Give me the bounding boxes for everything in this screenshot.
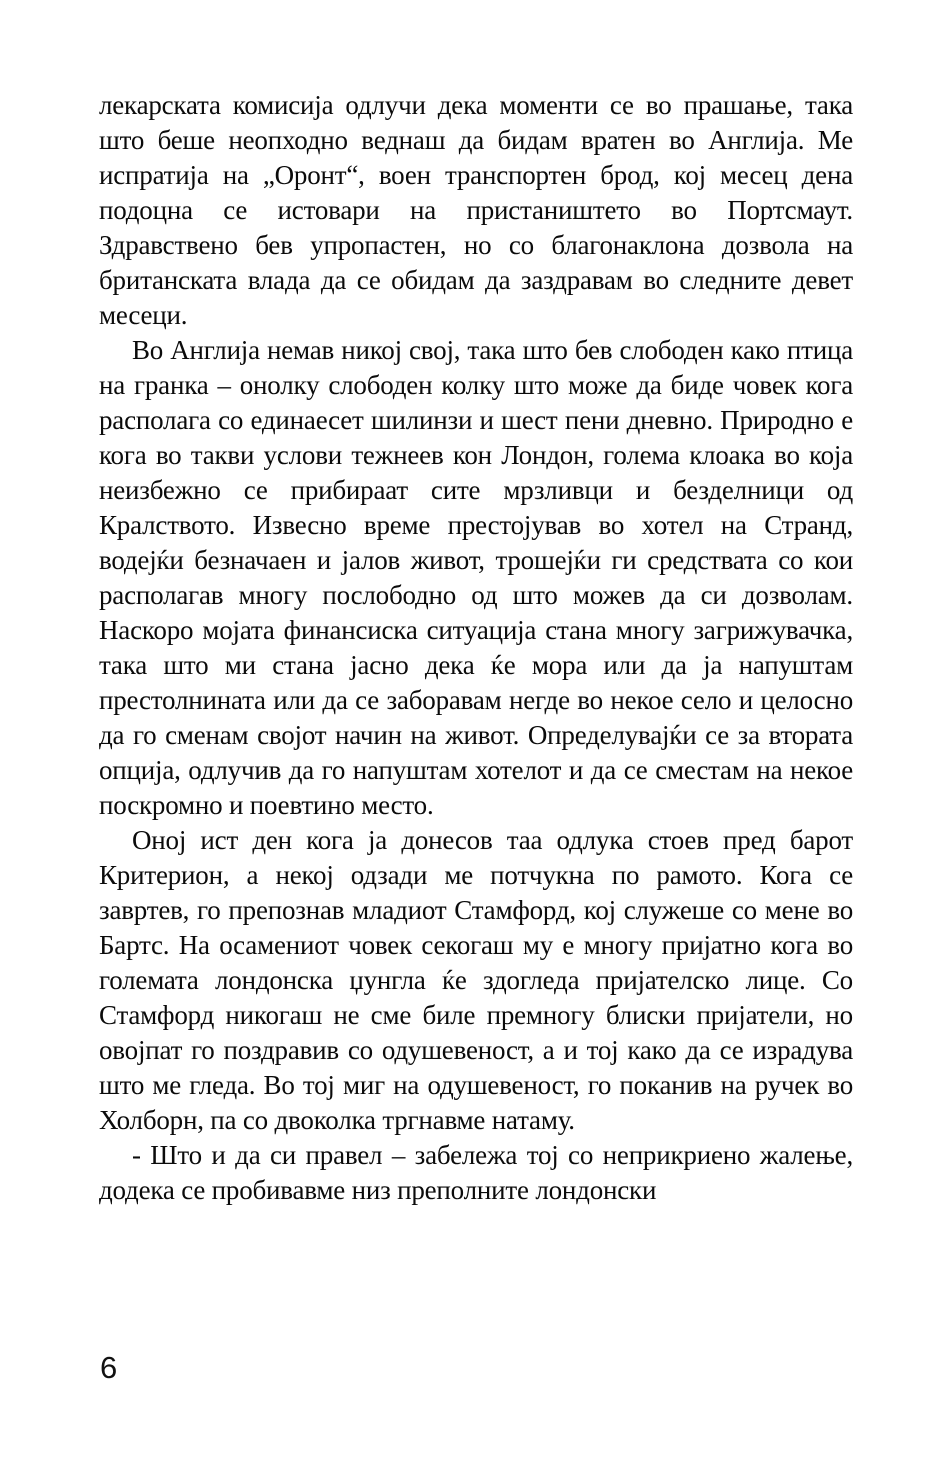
page-number: 6: [100, 1350, 118, 1385]
page-text: [99, 88, 853, 1208]
paragraph-2: Во Англија немав никој свој, така што бев слободен како птица на гранка – онолку слободен колку што може да биде човек кога располага со единаесет шилинзи и шест пени дневно. Природно е кога во такви услови тежнеев кон Лондон, голема клоака во која неизбежно се прибираат сите мрзливци и безделници од Кралството. Извесно време престојував во хотел на Странд, водејќи безначаен и јалов живот, трошејќи ги средствата со кои располагав многу послободно од што можев да си дозволам. Наскоро мојата финансиска ситуација стана многу загрижувачка, така што ми стана јасно дека ќе мора или да ја напуштам престолнината или да се заборавам негде во некое село и целосно да го сменам својот начин на живот. Определувајќи се за втората опција, одлучив да го напуштам хотелот и да се сместам на некое поскромно и поевтино место.: [99, 335, 853, 820]
paragraph-3: Оној ист ден кога ја донесов таа одлука стоев пред барот Критерион, а некој одзади ме потчукна по рамото. Кога се завртев, го препознав младиот Стамфорд, кој служеше со мене во Бартс. На осамениот човек секогаш му е многу пријатно кога во големата лондонска џунгла ќе здогледа пријателско лице. Со Стамфорд никогаш не сме биле премногу блиски пријатели, но овојпат го поздравив со одушевеност, а и тој како да се израдува што ме гледа. Во тој миг на одушевеност, го поканив на ручек во Холборн, па со двоколка тргнавме натаму.: [99, 825, 853, 1135]
paragraph-1: лекарската комисија одлучи дека моменти се во прашање, така што беше неопходно веднаш да бидам вратен во Англија. Ме испратија на „Оронт“, воен транспортен брод, кој месец дена подоцна се истовари на пристаништето во Портсмаут. Здравствено бев упропастен, но со благонаклона дозвола на британската влада да се обидам да заздравам во следните девет месеци.: [99, 90, 853, 330]
paragraph-4: - Што и да си правел – забележа тој со неприкриено жалење, додека се пробивавме низ преполните лондонски: [99, 1140, 853, 1205]
